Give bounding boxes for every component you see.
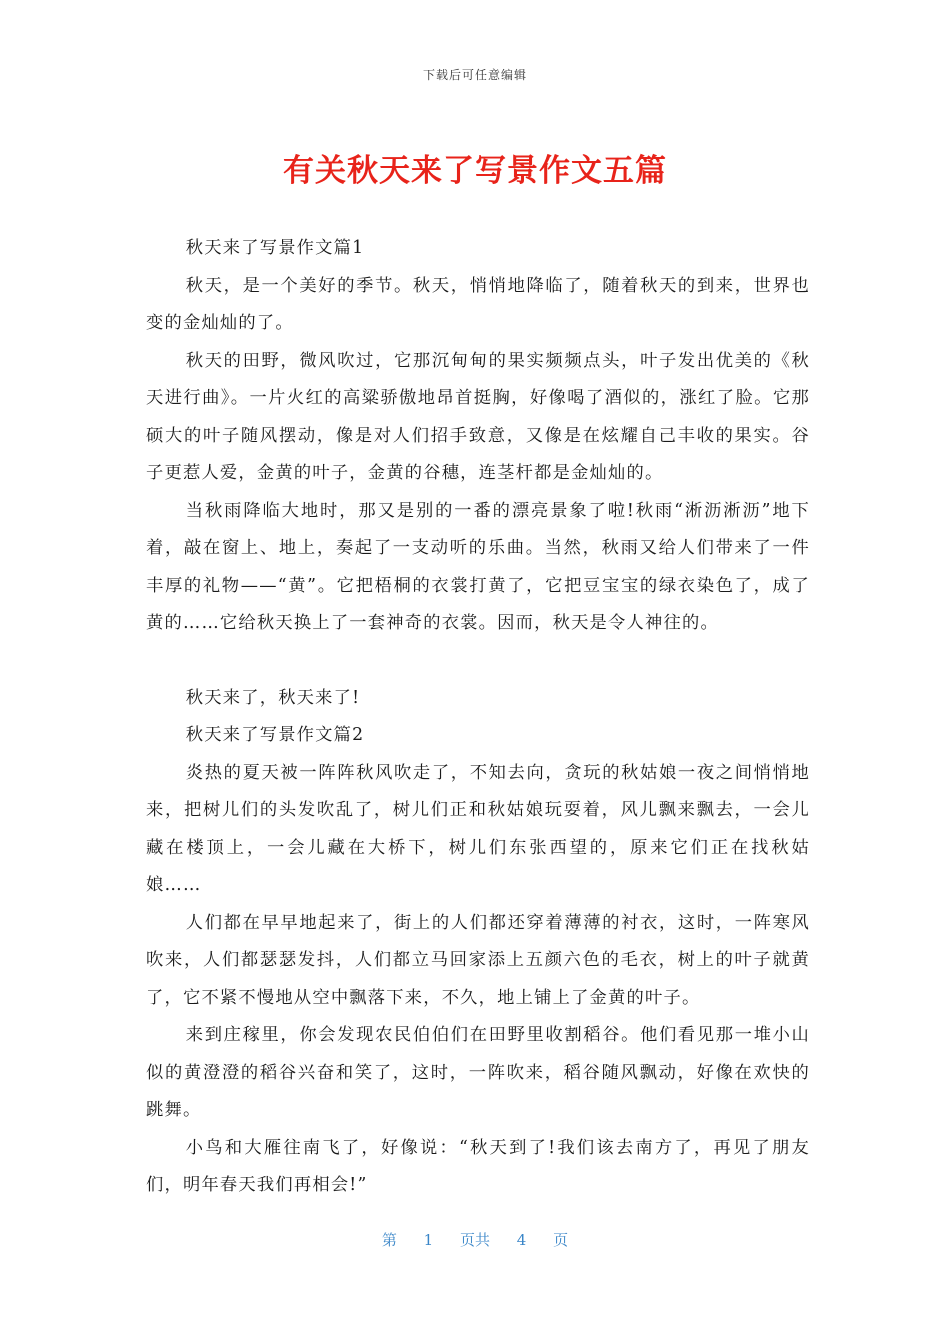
footer-suffix: 页 [553, 1231, 569, 1249]
section-heading-1: 秋天来了写景作文篇1 [185, 238, 365, 258]
page-footer [0, 1229, 950, 1250]
footer-page-number: 1 [423, 1231, 434, 1249]
document-body [146, 230, 810, 1205]
footer-prefix: 第 [381, 1231, 397, 1249]
paragraph: 人们都在早早地起来了，街上的人们都还穿着薄薄的衬衣，这时，一阵寒风吹来，人们都瑟瑟发抖，人们都立马回家添上五颜六色的毛衣，树上的叶子就黄了，它不紧不慢地从空中飘落下来，不久，地上铺上了金黄的叶子。 [146, 912, 810, 1008]
paragraph: 炎热的夏天被一阵阵秋风吹走了，不知去向，贪玩的秋姑娘一夜之间悄悄地来，把树儿们的头发吹乱了，树儿们正和秋姑娘玩耍着，风儿飘来飘去，一会儿藏在楼顶上，一会儿藏在大桥下，树儿们东张西望的，原来它们正在找秋姑娘…… [146, 762, 810, 895]
paragraph: 来到庄稼里，你会发现农民伯伯们在田野里收割稻谷。他们看见那一堆小山似的黄澄澄的稻谷兴奋和笑了，这时，一阵吹来，稻谷随风飘动，好像在欢快的跳舞。 [146, 1025, 810, 1120]
header-note: 下载后可任意编辑 [422, 68, 527, 82]
paragraph: 秋天，是一个美好的季节。秋天，悄悄地降临了，随着秋天的到来，世界也变的金灿灿的了。 [146, 275, 810, 333]
paragraph: 当秋雨降临大地时，那又是别的一番的漂亮景象了啦!秋雨“淅沥淅沥”地下着，敲在窗上、地上，奏起了一支动听的乐曲。当然，秋雨又给人们带来了一件丰厚的礼物——“黄”。它把梧桐的衣裳打黄了，它把豆宝宝的绿衣染色了，成了黄的……它给秋天换上了一套神奇的衣裳。因而，秋天是令人神往的。 [146, 500, 810, 633]
footer-total-pages: 4 [516, 1231, 527, 1249]
section-heading-2: 秋天来了写景作文篇2 [185, 725, 365, 745]
paragraph: 小鸟和大雁往南飞了，好像说：“秋天到了!我们该去南方了，再见了朋友们，明年春天我们再相会!” [146, 1137, 810, 1195]
document-title: 有关秋天来了写景作文五篇 [283, 153, 667, 189]
paragraph: 秋天的田野，微风吹过，它那沉甸甸的果实频频点头，叶子发出优美的《秋天进行曲》。一片火红的高粱骄傲地昂首挺胸，好像喝了酒似的，涨红了脸。它那硕大的叶子随风摆动，像是对人们招手致意，又像是在炫耀自己丰收的果实。谷子更惹人爱，金黄的叶子，金黄的谷穗，连茎杆都是金灿灿的。 [146, 350, 810, 483]
footer-middle: 页共 [459, 1231, 490, 1249]
paragraph: 秋天来了，秋天来了! [185, 687, 361, 708]
